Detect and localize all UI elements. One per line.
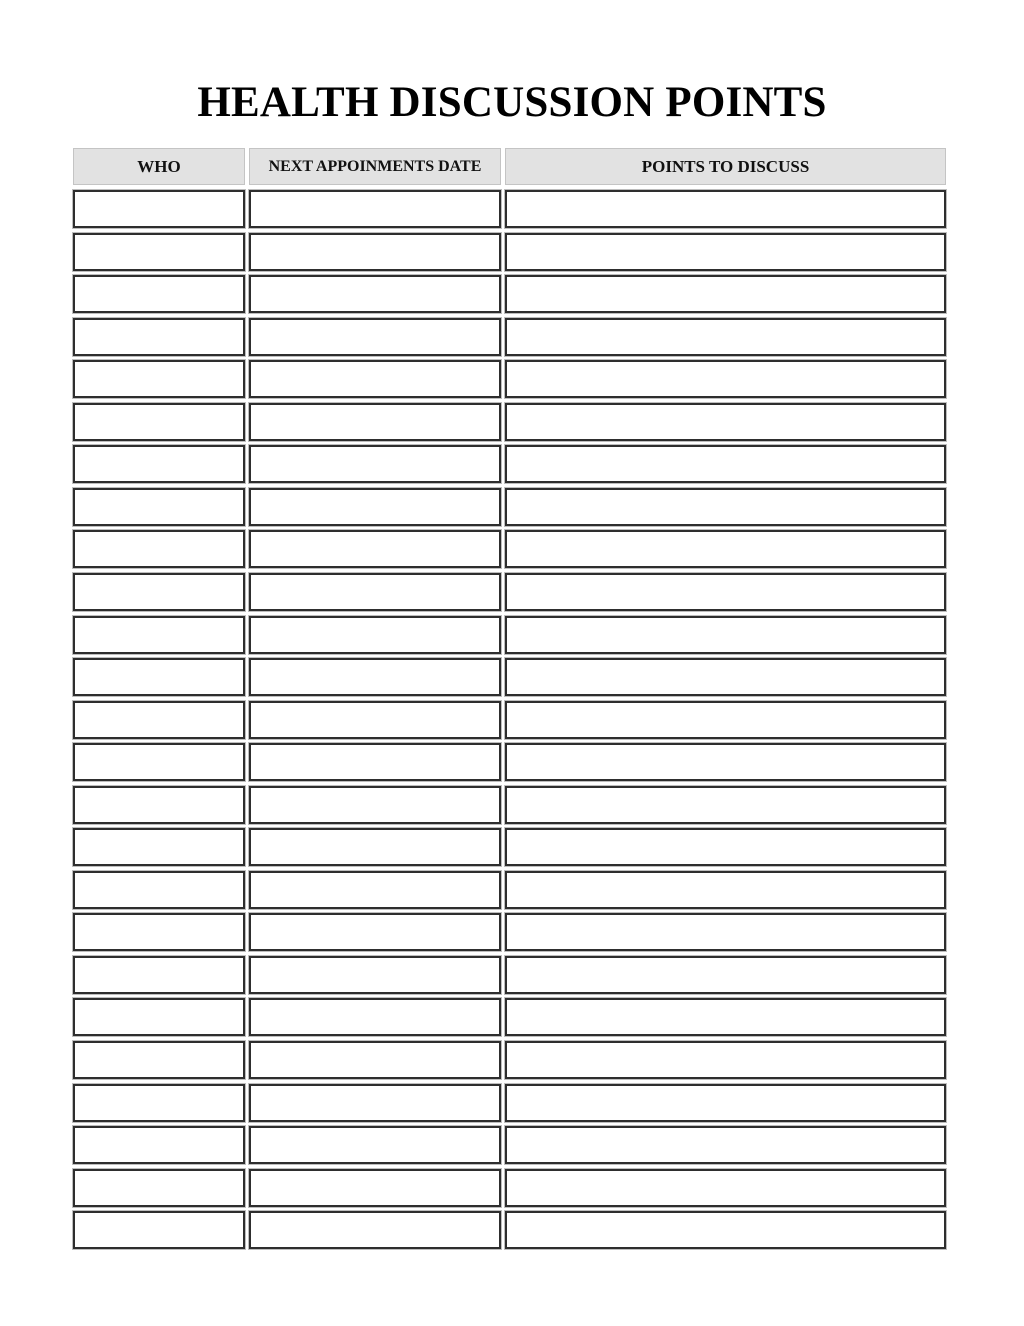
points-to-discuss-field[interactable] — [505, 658, 946, 696]
who-field[interactable] — [73, 1126, 245, 1164]
next-appointment-date-field[interactable] — [249, 1084, 501, 1122]
points-to-discuss-field[interactable] — [505, 616, 946, 654]
who-field[interactable] — [73, 403, 245, 441]
points-to-discuss-field[interactable] — [505, 530, 946, 568]
next-appointment-date-field[interactable] — [249, 190, 501, 228]
who-field[interactable] — [73, 1169, 245, 1207]
next-appointment-date-field[interactable] — [249, 828, 501, 866]
who-field[interactable] — [73, 743, 245, 781]
next-appointment-date-field[interactable] — [249, 573, 501, 611]
who-field[interactable] — [73, 445, 245, 483]
next-appointment-date-field[interactable] — [249, 701, 501, 739]
points-to-discuss-field[interactable] — [505, 360, 946, 398]
points-to-discuss-field[interactable] — [505, 871, 946, 909]
points-to-discuss-field[interactable] — [505, 233, 946, 271]
who-field[interactable] — [73, 913, 245, 951]
who-field[interactable] — [73, 998, 245, 1036]
next-appointment-date-field[interactable] — [249, 743, 501, 781]
who-field[interactable] — [73, 318, 245, 356]
points-to-discuss-field[interactable] — [505, 1084, 946, 1122]
next-appointment-date-field[interactable] — [249, 275, 501, 313]
points-to-discuss-field[interactable] — [505, 1126, 946, 1164]
next-appointment-date-field[interactable] — [249, 913, 501, 951]
next-appointment-date-field[interactable] — [249, 530, 501, 568]
next-appointment-date-field[interactable] — [249, 318, 501, 356]
who-field[interactable] — [73, 871, 245, 909]
next-appointment-date-field[interactable] — [249, 658, 501, 696]
points-to-discuss-field[interactable] — [505, 275, 946, 313]
points-to-discuss-field[interactable] — [505, 445, 946, 483]
next-appointment-date-field[interactable] — [249, 956, 501, 994]
next-appointment-date-field[interactable] — [249, 233, 501, 271]
who-field[interactable] — [73, 956, 245, 994]
next-appointment-date-field[interactable] — [249, 488, 501, 526]
next-appointment-date-field[interactable] — [249, 786, 501, 824]
points-to-discuss-field[interactable] — [505, 1169, 946, 1207]
page-title: HEALTH DISCUSSION POINTS — [197, 79, 827, 126]
next-appointment-date-field[interactable] — [249, 1211, 501, 1249]
who-field[interactable] — [73, 828, 245, 866]
next-appointment-date-field[interactable] — [249, 1041, 501, 1079]
next-appointment-date-field[interactable] — [249, 616, 501, 654]
column-header-next-appointment-date: NEXT APPOINMENTS DATE — [249, 148, 501, 185]
points-to-discuss-field[interactable] — [505, 701, 946, 739]
who-field[interactable] — [73, 701, 245, 739]
points-to-discuss-field[interactable] — [505, 488, 946, 526]
next-appointment-date-field[interactable] — [249, 360, 501, 398]
who-field[interactable] — [73, 616, 245, 654]
who-field[interactable] — [73, 530, 245, 568]
next-appointment-date-field[interactable] — [249, 998, 501, 1036]
column-header-points-to-discuss: POINTS TO DISCUSS — [505, 148, 946, 185]
who-field[interactable] — [73, 190, 245, 228]
points-to-discuss-field[interactable] — [505, 403, 946, 441]
points-to-discuss-field[interactable] — [505, 913, 946, 951]
who-field[interactable] — [73, 1211, 245, 1249]
who-field[interactable] — [73, 1041, 245, 1079]
who-field[interactable] — [73, 488, 245, 526]
next-appointment-date-field[interactable] — [249, 445, 501, 483]
next-appointment-date-field[interactable] — [249, 1169, 501, 1207]
points-to-discuss-field[interactable] — [505, 828, 946, 866]
who-field[interactable] — [73, 360, 245, 398]
column-header-who: WHO — [73, 148, 245, 185]
next-appointment-date-field[interactable] — [249, 1126, 501, 1164]
points-to-discuss-field[interactable] — [505, 743, 946, 781]
who-field[interactable] — [73, 786, 245, 824]
who-field[interactable] — [73, 275, 245, 313]
points-to-discuss-field[interactable] — [505, 1041, 946, 1079]
who-field[interactable] — [73, 233, 245, 271]
who-field[interactable] — [73, 573, 245, 611]
points-to-discuss-field[interactable] — [505, 1211, 946, 1249]
who-field[interactable] — [73, 1084, 245, 1122]
next-appointment-date-field[interactable] — [249, 403, 501, 441]
points-to-discuss-field[interactable] — [505, 573, 946, 611]
points-to-discuss-field[interactable] — [505, 956, 946, 994]
points-to-discuss-field[interactable] — [505, 998, 946, 1036]
points-to-discuss-field[interactable] — [505, 318, 946, 356]
points-to-discuss-field[interactable] — [505, 190, 946, 228]
next-appointment-date-field[interactable] — [249, 871, 501, 909]
who-field[interactable] — [73, 658, 245, 696]
points-to-discuss-field[interactable] — [505, 786, 946, 824]
